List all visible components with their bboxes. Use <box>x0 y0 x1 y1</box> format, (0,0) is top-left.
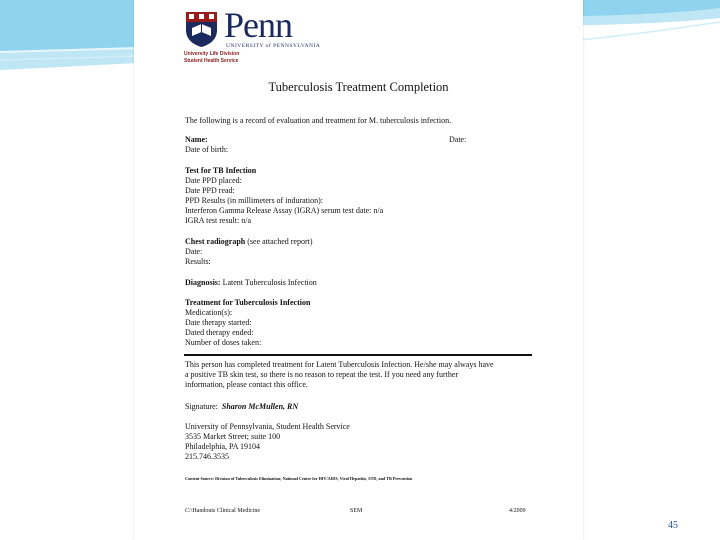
address-line-1: University of Pennsylvania, Student Health Service <box>185 422 350 431</box>
doses-label: Number of doses taken: <box>185 338 262 347</box>
completion-line-1: This person has completed treatment for Latent Tuberculosis Infection. He/she may always have <box>185 360 494 369</box>
therapy-started-label: Date therapy started: <box>185 318 252 327</box>
content-source: Content Source: Division of Tuberculosis Elimination; National Center for HIV/AIDS, Viral Hepatitis, STD, and TB Prevention <box>185 476 413 481</box>
address-line-4: 215.746.3535 <box>185 452 229 461</box>
signature-value: Sharon McMullen, RN <box>221 402 299 411</box>
signature-line <box>185 402 298 412</box>
chest-note: (see attached report) <box>245 237 313 246</box>
completion-line-2: a positive TB skin test, so there is no reason to repeat the test. If you need any further <box>185 370 459 379</box>
medication-label: Medication(s): <box>185 308 233 317</box>
ppd-placed: Date PPD placed: <box>185 176 242 185</box>
address-line-2: 3535 Market Street; suite 100 <box>185 432 281 441</box>
penn-subtitle: UNIVERSITY of PENNSYLVANIA <box>226 43 321 49</box>
diagnosis-value: Latent Tuberculosis Infection <box>220 278 317 287</box>
document-title: Tuberculosis Treatment Completion <box>268 80 449 94</box>
divider-rule <box>184 354 532 356</box>
intro-text: The following is a record of evaluation and treatment for M. tuberculosis infection. <box>185 116 452 125</box>
penn-wordmark: Penn <box>224 5 292 45</box>
address-line-3: Philadelphia, PA 19104 <box>185 442 261 451</box>
division-line-2: Student Health Service <box>184 58 239 64</box>
signature-label: Signature: <box>185 402 218 411</box>
completion-line-3: information, please contact this office. <box>185 380 308 389</box>
diagnosis-label: Diagnosis: <box>185 278 221 287</box>
document-page <box>134 0 583 540</box>
chest-date: Date: <box>185 247 203 256</box>
diagnosis-line <box>185 278 317 288</box>
chest-heading-line <box>185 237 313 247</box>
division-line-1: University Life Division <box>184 51 240 57</box>
ppd-results: PPD Results (in millimeters of induration): <box>185 196 323 205</box>
name-label: Name: <box>185 135 208 144</box>
igra-result: IGRA test result: n/a <box>185 216 251 225</box>
chest-heading: Chest radiograph <box>185 237 246 246</box>
dob-label: Date of birth: <box>185 145 229 154</box>
chest-results: Results: <box>185 257 211 266</box>
test-heading: Test for TB Infection <box>185 166 257 175</box>
footer-date: 4/2009 <box>509 508 526 514</box>
therapy-ended-label: Dated therapy ended: <box>185 328 254 337</box>
treatment-heading: Treatment for Tuberculosis Infection <box>185 298 311 307</box>
penn-shield-logo <box>184 10 219 48</box>
ppd-read: Date PPD read: <box>185 186 235 195</box>
footer-path: C:\Handouts Clinical Medicine <box>185 508 260 514</box>
footer-sem: SEM <box>350 508 363 514</box>
igra-date: Interferon Gamma Release Assay (IGRA) serum test date: n/a <box>185 206 384 215</box>
date-label: Date: <box>449 135 467 144</box>
slide-page-number: 45 <box>668 520 678 531</box>
